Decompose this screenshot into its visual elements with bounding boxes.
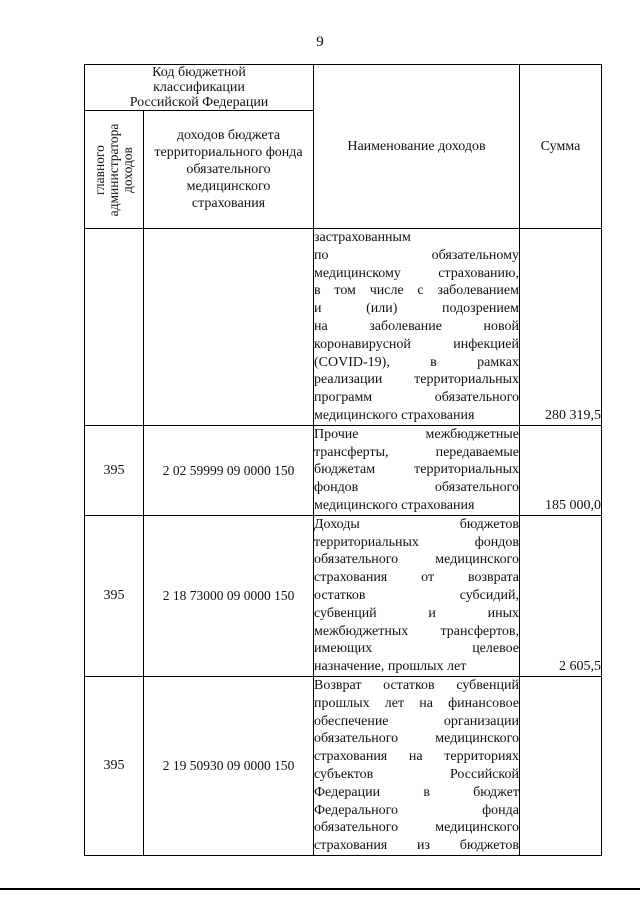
- header-amount: Сумма: [520, 65, 602, 229]
- name-line: в том числе с заболеванием: [314, 283, 519, 299]
- header-budget-classification-code: [85, 65, 314, 111]
- table-row: [85, 515, 602, 676]
- header-row-1: [85, 65, 602, 111]
- name-line: Доходы бюджетов: [314, 516, 519, 532]
- name-line: обеспечение организации: [314, 713, 519, 729]
- name-line: Возврат остатков субвенций: [314, 677, 519, 693]
- name-line: фондов обязательного: [314, 480, 519, 496]
- name-line: остатков субсидий,: [314, 587, 519, 603]
- admin-code-cell: 395: [85, 425, 144, 515]
- header-revenue-code: [144, 111, 314, 229]
- name-line: Прочие межбюджетные: [314, 426, 519, 442]
- header-code-line: страхования: [191, 196, 266, 211]
- name-line: страхования от возврата: [314, 570, 519, 586]
- revenue-name-cell: [314, 515, 520, 676]
- admin-code-cell: 395: [85, 676, 144, 855]
- revenue-name-cell: [314, 229, 520, 426]
- revenue-code-cell: 2 18 73000 09 0000 150: [144, 515, 314, 676]
- header-code-line: территориального фонда: [154, 145, 303, 160]
- header-admin-line: администратора: [106, 123, 121, 216]
- admin-code-cell: 395: [85, 515, 144, 676]
- header-group-line: классификации: [153, 80, 245, 95]
- name-line: (COVID-19), в рамках: [314, 354, 519, 370]
- header-revenue-name: Наименование доходов: [314, 65, 520, 229]
- name-line: программ обязательного: [314, 390, 519, 406]
- name-line: и (или) подозрением: [314, 301, 519, 317]
- table-row: [85, 425, 602, 515]
- name-line: на заболевание новой: [314, 318, 519, 334]
- name-line: страхования на территориях: [314, 749, 519, 765]
- name-line: Федерации в бюджет: [314, 784, 519, 800]
- revenue-name-cell: [314, 425, 520, 515]
- table-row: [85, 676, 602, 855]
- name-line: обязательного медицинского: [314, 552, 519, 568]
- table-row: [85, 229, 602, 426]
- amount-cell: 280 319,5: [520, 229, 602, 426]
- name-line: страхования из бюджетов: [314, 838, 519, 854]
- name-line: по обязательному: [314, 247, 519, 263]
- name-line: Федерального фонда: [314, 802, 519, 818]
- header-code-line: доходов бюджета: [176, 128, 281, 143]
- revenue-table: [84, 64, 602, 856]
- header-admin-line: главного: [92, 144, 107, 195]
- amount-cell: [520, 676, 602, 855]
- name-line: медицинского страхования: [314, 497, 475, 513]
- name-line: назначение, прошлых лет: [314, 659, 467, 675]
- name-line: медицинского страхования: [314, 407, 475, 423]
- admin-code-cell: [85, 229, 144, 426]
- header-chief-administrator: [85, 111, 144, 229]
- footer-rule: [0, 888, 640, 890]
- name-line: реализации территориальных: [314, 372, 519, 388]
- header-group-line: Российской Федерации: [129, 95, 269, 110]
- header-code-line: медицинского: [186, 179, 271, 194]
- revenue-code-cell: 2 19 50930 09 0000 150: [144, 676, 314, 855]
- amount-cell: 2 605,5: [520, 515, 602, 676]
- name-line: субъектов Российской: [314, 766, 519, 782]
- amount-cell: 185 000,0: [520, 425, 602, 515]
- name-line: бюджетам территориальных: [314, 462, 519, 478]
- revenue-name-cell: [314, 676, 520, 855]
- name-line: обязательного медицинского: [314, 820, 519, 836]
- revenue-code-cell: [144, 229, 314, 426]
- page-number: 9: [316, 34, 324, 50]
- name-line: территориальных фондов: [314, 534, 519, 550]
- header-code-line: обязательного: [186, 162, 271, 177]
- name-line: коронавирусной инфекцией: [314, 336, 519, 352]
- revenue-code-cell: 2 02 59999 09 0000 150: [144, 425, 314, 515]
- name-line: обязательного медицинского: [314, 731, 519, 747]
- name-line: застрахованным: [314, 230, 411, 245]
- name-line: межбюджетных трансфертов,: [314, 623, 519, 639]
- header-admin-line: доходов: [120, 146, 135, 193]
- name-line: субвенций и иных: [314, 605, 519, 621]
- header-group-line: Код бюджетной: [152, 65, 246, 80]
- name-line: трансферты, передаваемые: [314, 444, 519, 460]
- name-line: имеющих целевое: [314, 641, 519, 657]
- name-line: прошлых лет на финансовое: [314, 695, 519, 711]
- name-line: медицинскому страхованию,: [314, 265, 519, 281]
